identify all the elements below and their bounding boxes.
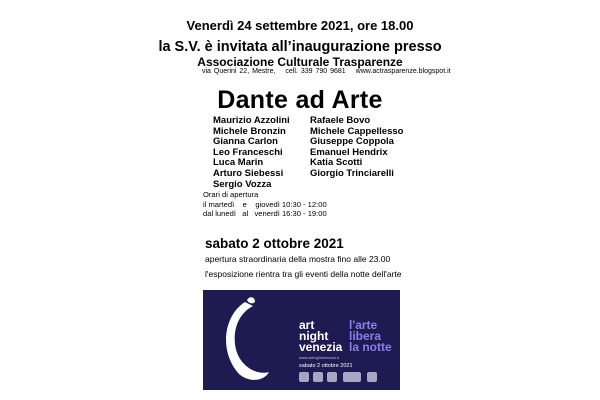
hours-heading: Orari di apertura bbox=[203, 190, 259, 199]
artist-name: Arturo Siebessi bbox=[213, 167, 284, 179]
hours-line: il martedì e giovedì 10:30 - 12:00 bbox=[203, 199, 327, 209]
artist-name: Emanuel Hendrix bbox=[310, 146, 388, 158]
slogan-line: l'arte bbox=[349, 318, 378, 332]
crescent-moon-icon bbox=[209, 294, 279, 384]
special-opening-info: apertura straordinaria della mostra fino alle 23.00 bbox=[205, 254, 391, 264]
artist-name: Maurizio Azzolini bbox=[213, 115, 290, 126]
artist-name: Giuseppe Coppola bbox=[310, 136, 394, 148]
event-date-line: Venerdì 24 settembre 2021, ore 18.00 bbox=[186, 18, 414, 33]
slogan-line: libera bbox=[349, 329, 382, 343]
invite-line: la S.V. è invitata all’inaugurazione presso bbox=[158, 39, 442, 55]
hours-line: dal lunedì al venerdì 16:30 - 19:00 bbox=[203, 209, 327, 219]
artist-name: Luca Marin bbox=[213, 157, 264, 169]
address-line bbox=[202, 68, 461, 75]
sponsor-logo-icon bbox=[299, 372, 309, 382]
logo-line: art bbox=[299, 318, 315, 332]
artists-right-column bbox=[310, 116, 403, 180]
artist-name: Leo Franceschi bbox=[213, 146, 283, 158]
logo-line: venezia bbox=[299, 340, 343, 354]
art-night-url[interactable]: www.artnightvenezia.it bbox=[299, 355, 339, 360]
artists-left-column bbox=[213, 116, 290, 190]
artist-name: Sergio Vozza bbox=[213, 178, 272, 190]
slogan-line: la notte bbox=[349, 340, 392, 354]
artist-name: Katia Scotti bbox=[310, 157, 363, 169]
artist-name: Gianna Carlon bbox=[213, 136, 278, 148]
opening-hours bbox=[203, 190, 327, 219]
artist-name: Giorgio Trinciarelli bbox=[310, 167, 394, 179]
sponsor-logos bbox=[299, 372, 379, 384]
slogan bbox=[349, 320, 392, 353]
artist-name: Rafaele Bovo bbox=[310, 115, 371, 126]
association-name: Associazione Culturale Trasparenze bbox=[197, 55, 403, 69]
art-night-banner bbox=[203, 290, 400, 390]
sponsor-logo-icon bbox=[367, 372, 377, 382]
artist-name: Michele Cappellesso bbox=[310, 125, 404, 137]
phone: cell. 339 790 9681 bbox=[285, 68, 346, 75]
banner-date: sabato 2 ottobre 2021 bbox=[299, 363, 353, 369]
art-night-logo bbox=[299, 320, 342, 353]
address: via Querini 22, Mestre, bbox=[202, 68, 276, 75]
exhibition-title: Dante ad Arte bbox=[217, 86, 383, 114]
sponsor-logo-icon bbox=[313, 372, 323, 382]
sponsor-logo-icon bbox=[343, 372, 361, 382]
artist-name: Michele Bronzin bbox=[213, 125, 286, 137]
sponsor-logo-icon bbox=[327, 372, 337, 382]
art-night-info: l'esposizione rientra tra gli eventi della notte dell'arte bbox=[205, 269, 402, 279]
website-link[interactable]: www.actrasparenze.blogspot.it bbox=[355, 68, 451, 75]
special-opening-date: sabato 2 ottobre 2021 bbox=[205, 236, 344, 251]
logo-line: night bbox=[299, 329, 329, 343]
